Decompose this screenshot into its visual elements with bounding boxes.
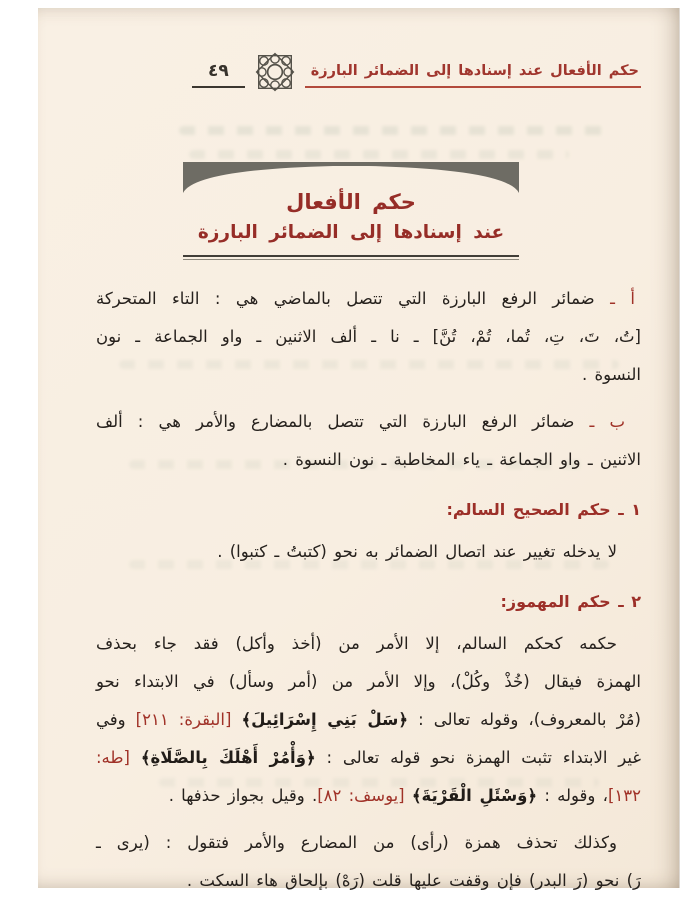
para-hamzated bbox=[96, 625, 641, 815]
body-text bbox=[96, 280, 641, 900]
heading-sound-verb: ١ ـ حكم الصحيح السالم: bbox=[446, 500, 641, 519]
body-line: غير الابتداء تثبت الهمزة نحو قوله تعالى : ﴿وَأْمُرْ أَهْلَكَ بِالصَّلَاةِ﴾ [طه: bbox=[96, 748, 642, 767]
para-present-pronouns bbox=[96, 403, 641, 479]
para-sound-verb bbox=[96, 533, 641, 571]
body-line: ب ـ ضمائر الرفع البارزة التي تتصل بالمضارع والأمر هي : ألف bbox=[96, 412, 625, 431]
body-line: أ ـ ضمائر الرفع البارزة التي تتصل بالماضي هي : التاء المتحركة bbox=[96, 289, 635, 308]
page-number: ٤٩ bbox=[192, 61, 245, 88]
title-line-2: عند إسنادها إلى الضمائر البارزة bbox=[197, 222, 505, 243]
geometric-rosette-icon bbox=[255, 52, 295, 92]
body-line: وكذلك تحذف همزة (رأى) من المضارع والأمر فتقول : (يرى ـ bbox=[96, 833, 617, 852]
body-line: ١٣٢]، وقوله : ﴿وَسْئَلِ الْقَرْيَةَ﴾ [يوسف: ٨٢]. وقيل بجواز حذفها . bbox=[168, 786, 641, 805]
body-line: (مُرْ بالمعروف)، وقوله تعالى : ﴿سَلْ بَنِي إِسْرَائِيلَ﴾ [البقرة: ٢١١] وفي bbox=[96, 710, 641, 729]
title-line-1: حكم الأفعال bbox=[286, 190, 416, 214]
body-line: الاثنين ـ واو الجماعة ـ ياء المخاطبة ـ نون النسوة . bbox=[282, 450, 641, 469]
bleed-through-layer bbox=[189, 150, 569, 159]
chapter-header-title: حكم الأفعال عند إسنادها إلى الضمائر البارزة bbox=[305, 63, 641, 88]
running-header bbox=[98, 52, 641, 88]
bleed-through-layer bbox=[179, 126, 609, 135]
paper-sheet bbox=[38, 8, 679, 888]
title-divider bbox=[183, 255, 519, 257]
body-line: [تُ، تَ، تِ، تُما، تُمْ، تُنَّ] ـ نا ـ ألف الاثنين ـ واو الجماعة ـ نون bbox=[96, 327, 641, 346]
heading-hamzated: ٢ ـ حكم المهموز: bbox=[500, 592, 641, 611]
body-line: رَ) نحو (رَ البدر) فإن وقفت عليها قلت (رَهْ) بإلحاق هاء السكت . bbox=[186, 871, 641, 890]
para-past-pronouns bbox=[96, 280, 641, 394]
body-line: النسوة . bbox=[582, 365, 641, 384]
body-line: الهمزة فيقال (خُذْ وكُلْ)، وإلا الأمر من (أمر وسأل) في الابتداء نحو bbox=[96, 672, 641, 691]
body-line: لا يدخله تغيير عند اتصال الضمائر به نحو (كتبتُ ـ كتبوا) . bbox=[217, 542, 617, 561]
body-line: حكمه كحكم السالم، إلا الأمر من (أخذ وأكل) فقد جاء بحذف bbox=[96, 634, 617, 653]
title-box bbox=[183, 162, 519, 257]
para-raa-hamza bbox=[96, 824, 641, 900]
